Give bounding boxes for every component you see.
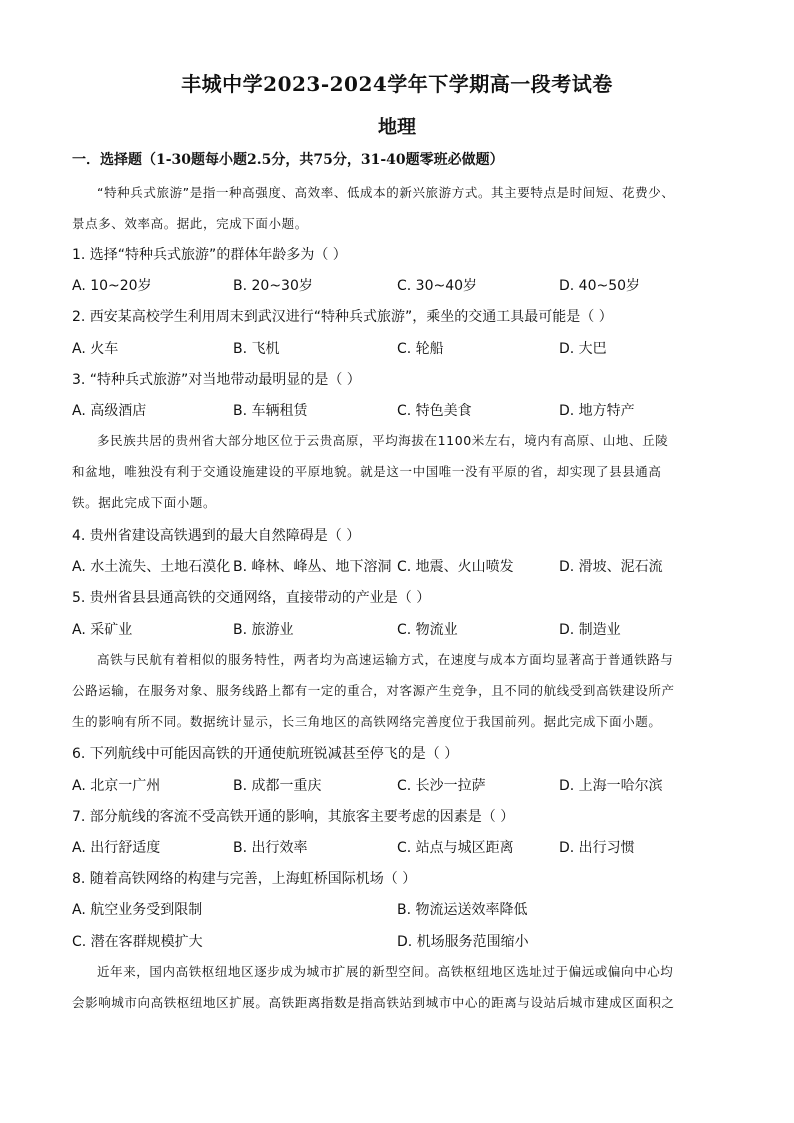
passage-2	[72, 425, 732, 518]
option-b[interactable]: B. 车辆租赁	[233, 403, 308, 419]
option-d[interactable]: D. 滑坡、泥石流	[559, 559, 663, 575]
option-c[interactable]: C. 特色美食	[397, 403, 472, 419]
option-a[interactable]: A. 航空业务受到限制	[72, 902, 203, 918]
option-c[interactable]: C. 30~40岁	[397, 278, 478, 294]
question-5-options	[72, 619, 732, 639]
option-d[interactable]: D. 40~50岁	[559, 278, 641, 294]
option-a[interactable]: A. 火车	[72, 341, 119, 357]
question-3: 3. “特种兵式旅游”对当地带动最明显的是（ ）	[72, 372, 361, 388]
option-d[interactable]: D. 上海一哈尔滨	[559, 778, 663, 794]
option-a[interactable]: A. 采矿业	[72, 622, 133, 638]
passage-4	[72, 956, 732, 1018]
question-2-options	[72, 338, 732, 358]
question-4: 4. 贵州省建设高铁遇到的最大自然障碍是（ ）	[72, 528, 361, 544]
question-6-options	[72, 775, 732, 795]
question-5: 5. 贵州省县县通高铁的交通网络，直接带动的产业是（ ）	[72, 590, 431, 606]
option-b[interactable]: B. 20~30岁	[233, 278, 313, 294]
option-d[interactable]: D. 机场服务范围缩小	[397, 934, 529, 950]
option-a[interactable]: A. 10~20岁	[72, 278, 152, 294]
option-a[interactable]: A. 北京一广州	[72, 778, 161, 794]
option-b[interactable]: B. 旅游业	[233, 622, 294, 638]
question-8-options-row-2	[72, 931, 732, 951]
option-a[interactable]: A. 高级酒店	[72, 403, 147, 419]
subject-title: 地理	[377, 116, 416, 138]
option-c[interactable]: C. 地震、火山喷发	[397, 559, 514, 575]
passage-line: 会影响城市向高铁枢纽地区扩展。高铁距离指数是指高铁站到城市中心的距离与设站后城市建成区面积之	[72, 995, 675, 1010]
option-c[interactable]: C. 站点与城区距离	[397, 840, 514, 856]
passage-line: 高铁与民航有着相似的服务特性，两者均为高速运输方式，在速度与成本方面均显著高于普通铁路与	[97, 652, 674, 667]
passage-1	[72, 177, 732, 239]
question-6: 6. 下列航线中可能因高铁的开通使航班锐减甚至停飞的是（ ）	[72, 746, 459, 762]
option-c[interactable]: C. 潜在客群规模扩大	[72, 934, 203, 950]
option-d[interactable]: D. 出行习惯	[559, 840, 635, 856]
option-c[interactable]: C. 轮船	[397, 341, 444, 357]
option-b[interactable]: B. 成都一重庆	[233, 778, 322, 794]
passage-3	[72, 644, 732, 737]
passage-line: 多民族共居的贵州省大部分地区位于云贵高原，平均海拔在1100米左右，境内有高原、山地、丘陵	[97, 433, 669, 448]
option-d[interactable]: D. 制造业	[559, 622, 621, 638]
option-a[interactable]: A. 水土流失、土地石漠化	[72, 559, 231, 575]
passage-line: 公路运输，在服务对象、服务线路上都有一定的重合，对客源产生竞争，且不同的航线受到高铁建设所产	[72, 683, 675, 698]
section-heading: 一．选择题（1-30题每小题2.5分，共75分，31-40题零班必做题）	[72, 152, 504, 168]
question-8-options-row-1	[72, 899, 732, 919]
passage-line: “特种兵式旅游”是指一种高强度、高效率、低成本的新兴旅游方式。其主要特点是时间短、花费少、	[97, 185, 675, 200]
option-a[interactable]: A. 出行舒适度	[72, 840, 161, 856]
question-1-options	[72, 275, 732, 295]
passage-line: 景点多、效率高。据此，完成下面小题。	[72, 216, 308, 231]
exam-title: 丰城中学2023-2024学年下学期高一段考试卷	[181, 72, 613, 96]
option-c[interactable]: C. 物流业	[397, 622, 458, 638]
option-b[interactable]: B. 飞机	[233, 341, 280, 357]
passage-line: 生的影响有所不同。数据统计显示，长三角地区的高铁网络完善度位于我国前列。据此完成下面小题。	[72, 714, 662, 729]
passage-line: 和盆地，唯独没有利于交通设施建设的平原地貌。就是这一中国唯一没有平原的省，却实现了县县通高	[72, 464, 662, 479]
question-1: 1. 选择“特种兵式旅游”的群体年龄多为（ ）	[72, 247, 347, 263]
question-7-options	[72, 837, 732, 857]
passage-line: 近年来，国内高铁枢纽地区逐步成为城市扩展的新型空间。高铁枢纽地区选址过于偏远或偏向中心均	[97, 964, 674, 979]
question-8: 8. 随着高铁网络的构建与完善，上海虹桥国际机场（ ）	[72, 871, 417, 887]
question-3-options	[72, 400, 732, 420]
question-7: 7. 部分航线的客流不受高铁开通的影响，其旅客主要考虑的因素是（ ）	[72, 809, 515, 825]
option-b[interactable]: B. 物流运送效率降低	[397, 902, 528, 918]
passage-line: 铁。据此完成下面小题。	[72, 495, 217, 510]
question-4-options	[72, 556, 732, 576]
option-c[interactable]: C. 长沙一拉萨	[397, 778, 486, 794]
option-d[interactable]: D. 大巴	[559, 341, 607, 357]
option-d[interactable]: D. 地方特产	[559, 403, 635, 419]
option-b[interactable]: B. 峰林、峰丛、地下溶洞	[233, 559, 392, 575]
option-b[interactable]: B. 出行效率	[233, 840, 308, 856]
question-2: 2. 西安某高校学生利用周末到武汉进行“特种兵式旅游”，乘坐的交通工具最可能是（ ）	[72, 309, 613, 325]
